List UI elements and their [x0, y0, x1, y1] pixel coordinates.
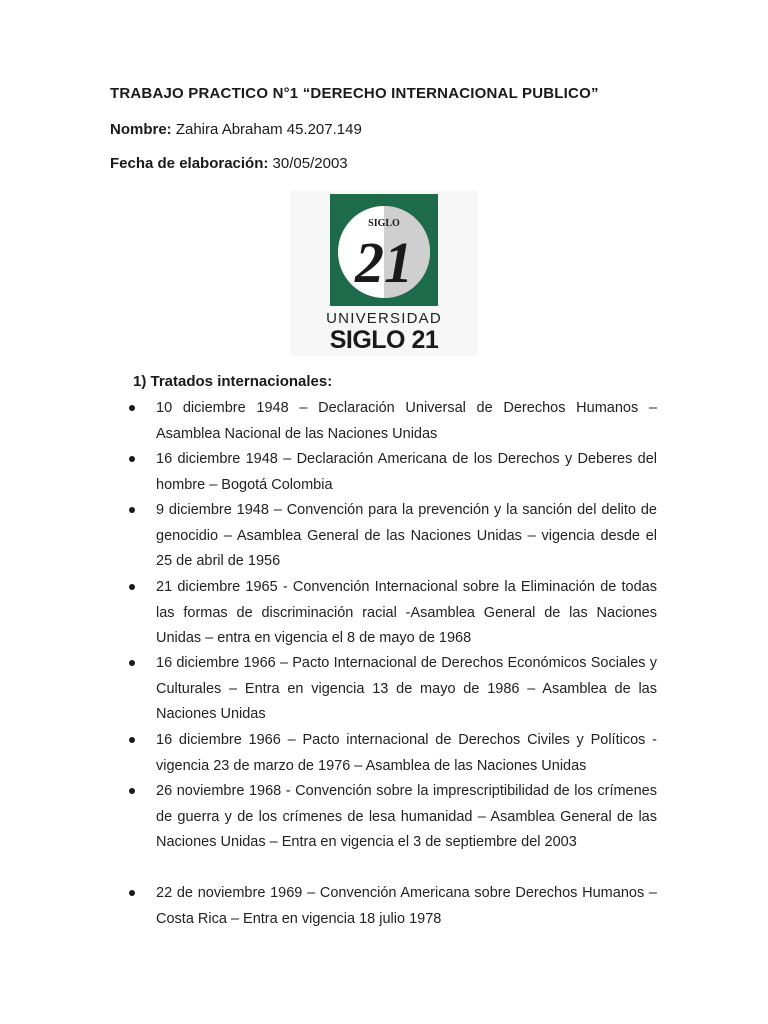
list-item-text: 16 diciembre 1948 – Declaración Americana de los Derechos y Deberes del hombre – Bogotá Colombia: [156, 451, 657, 493]
list-item: [156, 575, 657, 652]
bullet-icon: [129, 507, 135, 513]
list-item: [156, 728, 657, 779]
bullet-icon: [129, 788, 135, 794]
list-item-text: 21 diciembre 1965 - Convención Internacional sobre la Eliminación de todas las formas de discriminación racial -Asamblea General de las Naciones Unidas – entra en vigencia el 8 de mayo de 1968: [156, 579, 657, 646]
list-item: [156, 881, 657, 932]
logo-number: 21: [355, 230, 413, 295]
bullet-icon: [129, 584, 135, 590]
list-item: [156, 396, 657, 447]
bullet-icon: [129, 405, 135, 411]
list-item: [156, 651, 657, 728]
bullet-icon: [129, 737, 135, 743]
name-value: Zahira Abraham 45.207.149: [171, 121, 362, 138]
bullet-icon: [129, 660, 135, 666]
logo-emblem-icon: [290, 190, 478, 310]
list-item-text: 16 diciembre 1966 – Pacto internacional de Derechos Civiles y Políticos -vigencia 23 de marzo de 1976 – Asamblea de las Naciones Unidas: [156, 732, 657, 774]
document-title: TRABAJO PRACTICO N°1 “DERECHO INTERNACIONAL PUBLICO”: [110, 85, 599, 102]
university-logo: [290, 190, 478, 356]
student-name-line: [110, 121, 362, 138]
list-item-text: 16 diciembre 1966 – Pacto Internacional de Derechos Económicos Sociales y Culturales – Entra en vigencia 13 de mayo de 1986 – Asamblea de las Naciones Unidas: [156, 655, 657, 722]
bullet-icon: [129, 456, 135, 462]
logo-line-siglo: SIGLO 21: [329, 326, 439, 354]
date-label: Fecha de elaboración:: [110, 155, 269, 172]
logo-line-universidad: UNIVERSIDAD: [326, 310, 442, 327]
list-item: [156, 498, 657, 575]
list-item: [156, 779, 657, 856]
list-item-text: 10 diciembre 1948 – Declaración Universal de Derechos Humanos – Asamblea Nacional de las Naciones Unidas: [156, 400, 657, 442]
date-value: 30/05/2003: [268, 155, 348, 172]
date-line: [110, 155, 348, 172]
logo-badge-text: SIGLO: [368, 218, 400, 229]
name-label: Nombre:: [110, 121, 172, 138]
list-item-text: 26 noviembre 1968 - Convención sobre la imprescriptibilidad de los crímenes de guerra y de los crímenes de lesa humanidad – Asamblea General de las Naciones Unidas – Entra en vigencia el 3 de septiembre del 2003: [156, 783, 657, 850]
list-item-text: 9 diciembre 1948 – Convención para la prevención y la sanción del delito de genocidio – Asamblea General de las Naciones Unidas – vigencia desde el 25 de abril de 1956: [156, 502, 657, 569]
bullet-icon: [129, 890, 135, 896]
list-item-text: 22 de noviembre 1969 – Convención Americana sobre Derechos Humanos – Costa Rica – Entra en vigencia 18 julio 1978: [156, 885, 657, 927]
section-heading: 1) Tratados internacionales:: [133, 373, 333, 390]
list-item: [156, 447, 657, 498]
